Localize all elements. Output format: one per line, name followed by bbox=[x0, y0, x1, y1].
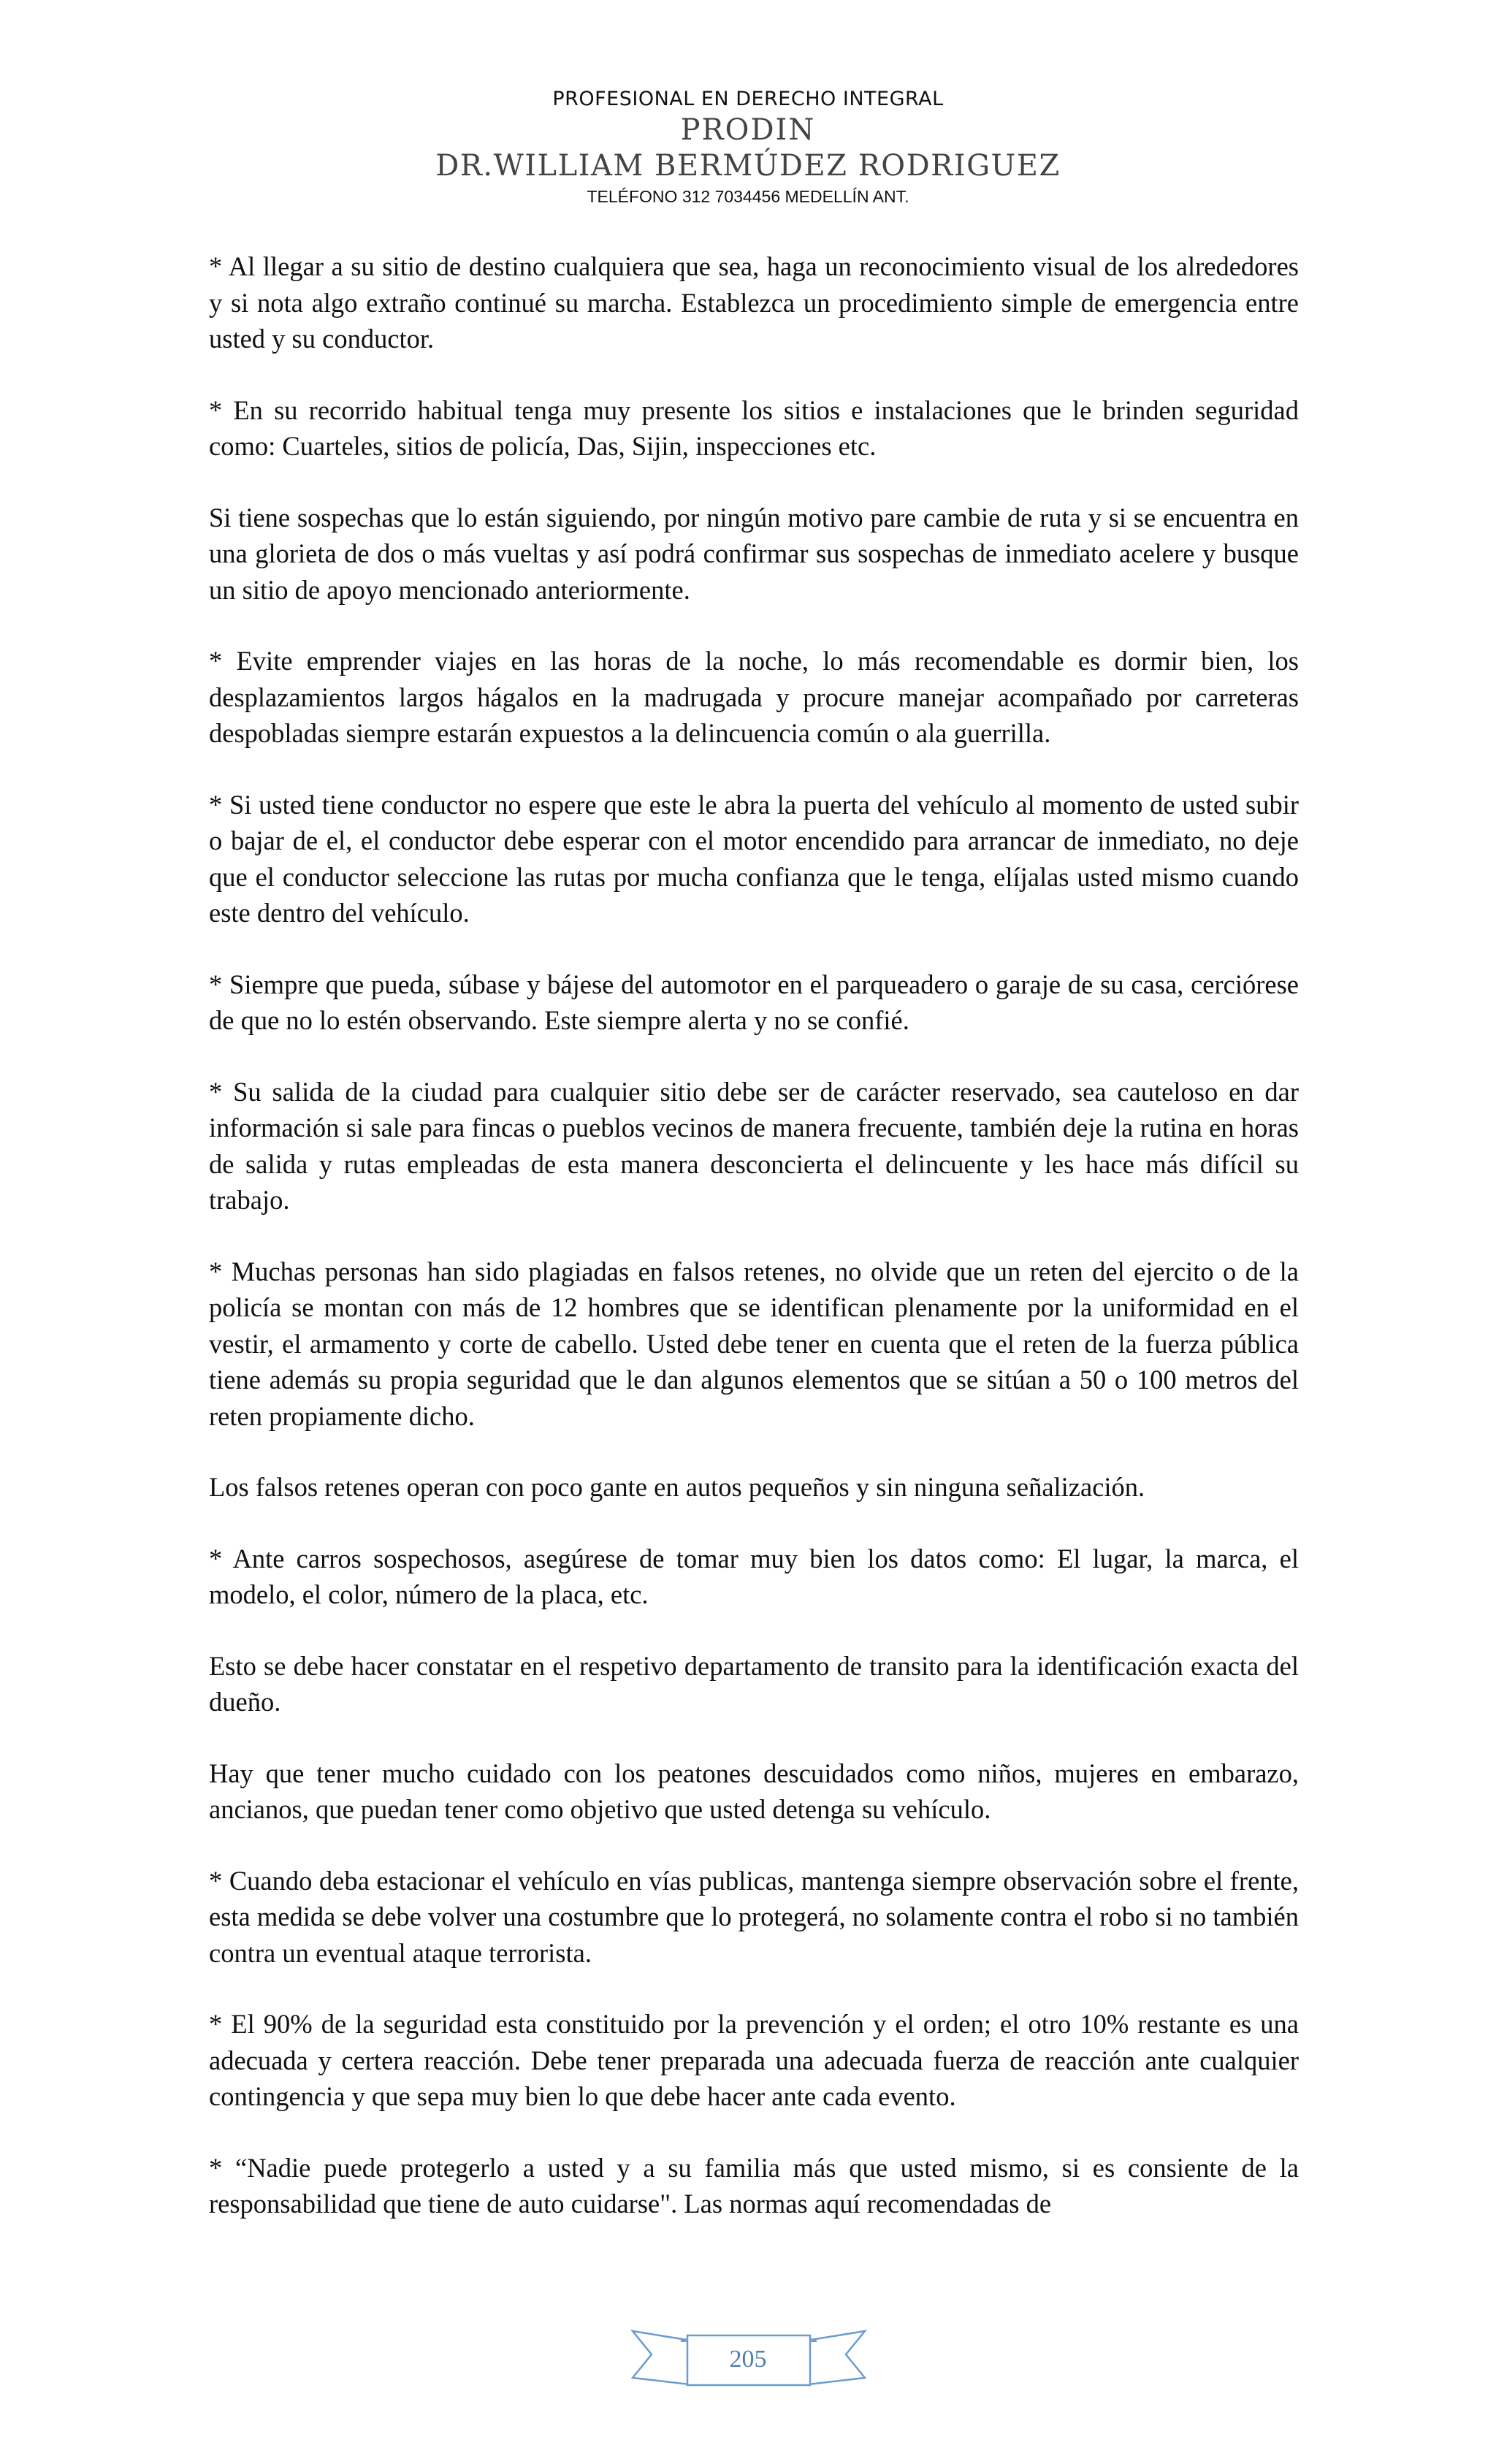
paragraph: * Si usted tiene conductor no espere que este le abra la puerta del vehículo al momento de usted subir o bajar de el, el conductor debe esperar con el motor encendido para arrancar de inmediato, no deje que el conductor seleccione las rutas por mucha confianza que le tenga, elíjalas usted mismo cuando este dentro del vehículo. bbox=[209, 789, 1299, 928]
paragraph: Si tiene sospechas que lo están siguiendo, por ningún motivo pare cambie de ruta y si se encuentra en una glorieta de dos o más vueltas y así podrá confirmar sus sospechas de inmediato acelere y busque un sitio de apoyo mencionado anteriormente. bbox=[209, 502, 1299, 605]
document-body bbox=[209, 248, 1299, 2257]
paragraph: * “Nadie puede protegerlo a usted y a su familia más que usted mismo, si es consiente de la responsabilidad que tiene de auto cuidarse". Las normas aquí recomendadas de bbox=[209, 2152, 1299, 2219]
paragraph: * En su recorrido habitual tenga muy presente los sitios e instalaciones que le brinden seguridad como: Cuarteles, sitios de policía, Das, Sijin, inspecciones etc. bbox=[209, 394, 1299, 461]
paragraph: * Ante carros sospechosos, asegúrese de tomar muy bien los datos como: El lugar, la marca, el modelo, el color, número de la placa, etc. bbox=[209, 1543, 1299, 1609]
page-number-ribbon bbox=[630, 2327, 868, 2394]
header-title: PROFESIONAL EN DERECHO INTEGRAL bbox=[552, 88, 944, 110]
paragraph: Hay que tener mucho cuidado con los peatones descuidados como niños, mujeres en embarazo, ancianos, que puedan tener como objetivo que usted detenga su vehículo. bbox=[209, 1758, 1299, 1824]
header-phone: TELÉFONO 312 7034456 MEDELLÍN ANT. bbox=[587, 187, 909, 206]
paragraph: * Evite emprender viajes en las horas de la noche, lo más recomendable es dormir bien, los desplazamientos largos hágalos en la madrugada y procure manejar acompañado por carreteras despobladas siempre estarán expuestos a la delincuencia común o ala guerrilla. bbox=[209, 646, 1299, 748]
paragraph: * Muchas personas han sido plagiadas en falsos retenes, no olvide que un reten del ejercito o de la policía se montan con más de 12 hombres que se identifican plenamente por la uniformidad en el vestir, el armamento y corte de cabello. Usted debe tener en cuenta que el reten de la fuerza pública tiene además su propia seguridad que le dan algunos elementos que se sitúan a 50 o 100 metros del reten propiamente dicho. bbox=[209, 1256, 1299, 1431]
paragraph: * El 90% de la seguridad esta constituido por la prevención y el orden; el otro 10% restante es una adecuada y certera reacción. Debe tener preparada una adecuada fuerza de reacción ante cualquier contingencia y que sepa muy bien lo que debe hacer ante cada evento. bbox=[209, 2009, 1299, 2111]
header-author: DR.WILLIAM BERMÚDEZ RODRIGUEZ bbox=[435, 149, 1061, 183]
paragraph: Los falsos retenes operan con poco gante en autos pequeños y sin ninguna señalización. bbox=[209, 1472, 1145, 1502]
header-brand: PRODIN bbox=[680, 113, 816, 147]
paragraph: * Siempre que pueda, súbase y bájese del automotor en el parqueadero o garaje de su casa, cerciórese de que no lo estén observando. Este siempre alerta y no se confié. bbox=[209, 969, 1299, 1035]
paragraph: * Su salida de la ciudad para cualquier sitio debe ser de carácter reservado, sea cauteloso en dar información si sale para fincas o pueblos vecinos de manera frecuente, también deje la rutina en horas de salida y rutas empleadas de esta manera desconcierta el delincuente y les hace más difícil su trabajo. bbox=[209, 1076, 1299, 1215]
paragraph: * Al llegar a su sitio de destino cualquiera que sea, haga un reconocimiento visual de los alrededores y si nota algo extraño continué su marcha. Establezca un procedimiento simple de emergencia entre usted y su conductor. bbox=[209, 251, 1299, 354]
page-number: 205 bbox=[729, 2346, 767, 2373]
paragraph: Esto se debe hacer constatar en el respetivo departamento de transito para la identificación exacta del dueño. bbox=[209, 1650, 1299, 1717]
paragraph: * Cuando deba estacionar el vehículo en vías publicas, mantenga siempre observación sobre el frente, esta medida se debe volver una costumbre que lo protegerá, no solamente contra el robo si no también contra un eventual ataque terrorista. bbox=[209, 1865, 1299, 1968]
page-header bbox=[0, 86, 1496, 209]
